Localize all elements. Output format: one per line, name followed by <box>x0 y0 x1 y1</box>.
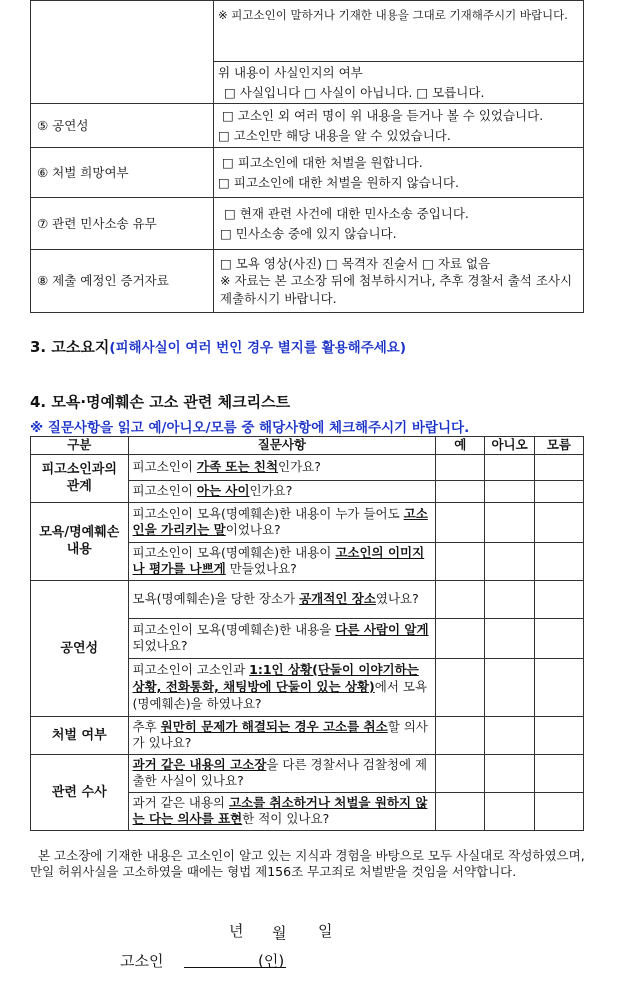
answer-unknown-checkbox[interactable] <box>534 542 583 580</box>
declaration-text: 본 고소장에 기재한 내용은 고소인이 알고 있는 지식과 경험을 바탕으로 모두 사실대로 작성하였으며, 만일 허위사실을 고소하였을 때에는 형법 제156조 무고죄로 처벌받을 것임을 서약합니다. <box>30 848 585 880</box>
form-row-label: ⑤ 공연성 <box>31 104 214 148</box>
question-cell: 피고소인이 고소인과 1:1인 상황(단둘이 이야기하는 상황, 전화통화, 채팅방에 단둘이 있는 상황)에서 모욕(명예훼손)을 하였나요? <box>128 658 436 716</box>
answer-unknown-checkbox[interactable] <box>534 454 583 480</box>
answer-yes-checkbox[interactable] <box>436 580 485 618</box>
answer-no-checkbox[interactable] <box>485 454 534 480</box>
header-category: 구분 <box>31 437 129 455</box>
answer-unknown-checkbox[interactable] <box>534 618 583 658</box>
complainant-label: 고소인 <box>120 952 164 970</box>
form-row-label: ⑧ 제출 예정인 증거자료 <box>31 250 214 313</box>
answer-unknown-checkbox[interactable] <box>534 792 583 830</box>
seal-mark: (인) <box>258 952 285 970</box>
answer-no-checkbox[interactable] <box>485 754 534 792</box>
question-cell: 피고소인이 아는 사이인가요? <box>128 480 436 502</box>
evidence-options[interactable]: □ 모욕 영상(사진) □ 목격자 진술서 □ 자료 없음 <box>220 255 491 271</box>
civil-option-no[interactable]: □ 민사소송 중에 있지 않습니다. <box>220 225 397 241</box>
form-row-publicity <box>31 104 584 148</box>
section4-title: 4. 모욕·명예훼손 고소 관련 체크리스트 <box>30 393 291 411</box>
checklist-row <box>31 580 584 618</box>
header-yes: 예 <box>436 437 485 455</box>
question-cell: 모욕(명예훼손)을 당한 장소가 공개적인 장소였나요? <box>128 580 436 618</box>
answer-unknown-checkbox[interactable] <box>534 658 583 716</box>
question-cell: 과거 같은 내용의 고소장을 다른 경찰서나 검찰청에 제출한 사실이 있나요? <box>128 754 436 792</box>
section3-heading <box>30 336 406 357</box>
answer-yes-checkbox[interactable] <box>436 792 485 830</box>
publicity-option-only[interactable]: □ 고소인만 해당 내용을 알 수 있었습니다. <box>218 127 451 143</box>
sign-year: 년 <box>229 922 244 940</box>
checklist-row <box>31 502 584 542</box>
answer-yes-checkbox[interactable] <box>436 542 485 580</box>
category-publicity: 공연성 <box>31 580 129 716</box>
answer-unknown-checkbox[interactable] <box>534 716 583 754</box>
checklist-row <box>31 754 584 792</box>
answer-no-checkbox[interactable] <box>485 480 534 502</box>
category-investigation: 관련 수사 <box>31 754 129 830</box>
section4-note: ※ 질문사항을 읽고 예/아니오/모름 중 해당사항에 체크해주시기 바랍니다. <box>30 420 470 436</box>
answer-yes-checkbox[interactable] <box>436 618 485 658</box>
answer-yes-checkbox[interactable] <box>436 454 485 480</box>
header-question: 질문사항 <box>128 437 436 455</box>
answer-yes-checkbox[interactable] <box>436 502 485 542</box>
punish-option-no[interactable]: □ 피고소인에 대한 처벌을 원하지 않습니다. <box>218 174 459 190</box>
form-row-evidence <box>31 250 584 313</box>
form-row-label: ⑥ 처벌 희망여부 <box>31 148 214 198</box>
sign-month: 월 <box>272 924 287 942</box>
answer-no-checkbox[interactable] <box>485 658 534 716</box>
answer-no-checkbox[interactable] <box>485 716 534 754</box>
fact-truth-cell <box>214 62 584 104</box>
fact-label-cell <box>31 1 214 104</box>
answer-unknown-checkbox[interactable] <box>534 580 583 618</box>
question-cell: 피고소인이 가족 또는 친척인가요? <box>128 454 436 480</box>
category-punish: 처벌 여부 <box>31 716 129 754</box>
form-row-punish <box>31 148 584 198</box>
answer-no-checkbox[interactable] <box>485 792 534 830</box>
question-cell: 피고소인이 모욕(명예훼손)한 내용이 누가 들어도 고소인을 가리키는 말이었나요? <box>128 502 436 542</box>
punish-option-yes[interactable]: □ 피고소인에 대한 처벌을 원합니다. <box>222 155 423 171</box>
header-no: 아니오 <box>485 437 534 455</box>
answer-unknown-checkbox[interactable] <box>534 480 583 502</box>
question-cell: 추후 원만히 문제가 해결되는 경우 고소를 취소할 의사가 있나요? <box>128 716 436 754</box>
answer-no-checkbox[interactable] <box>485 502 534 542</box>
answer-yes-checkbox[interactable] <box>436 754 485 792</box>
section3-note: (피해사실이 여러 번인 경우 별지를 활용해주세요) <box>109 340 406 356</box>
category-relation: 피고소인과의 관계 <box>31 454 129 502</box>
answer-no-checkbox[interactable] <box>485 618 534 658</box>
section3-title: 3. 고소요지 <box>30 338 110 356</box>
fact-truth-question: 위 내용이 사실인지의 여부 <box>218 65 363 81</box>
checklist-header-row <box>31 437 584 455</box>
answer-unknown-checkbox[interactable] <box>534 502 583 542</box>
question-cell: 과거 같은 내용의 고소를 취소하거나 처벌을 원하지 않는 다는 의사를 표현한 적이 있나요? <box>128 792 436 830</box>
answer-no-checkbox[interactable] <box>485 542 534 580</box>
fact-truth-options[interactable]: □ 사실입니다 □ 사실이 아닙니다. □ 모릅니다. <box>224 84 485 100</box>
form-row-civil-suit <box>31 198 584 250</box>
answer-no-checkbox[interactable] <box>485 580 534 618</box>
question-cell: 피고소인이 모욕(명예훼손)한 내용을 다른 사람이 알게 되었나요? <box>128 618 436 658</box>
answer-yes-checkbox[interactable] <box>436 716 485 754</box>
civil-option-yes[interactable]: □ 현재 관련 사건에 대한 민사소송 중입니다. <box>224 206 469 222</box>
sign-day: 일 <box>318 922 333 940</box>
answer-yes-checkbox[interactable] <box>436 658 485 716</box>
answer-unknown-checkbox[interactable] <box>534 754 583 792</box>
category-content: 모욕/명예훼손 내용 <box>31 502 129 580</box>
checklist-table <box>30 436 584 831</box>
complaint-form-table <box>30 0 584 313</box>
checklist-row <box>31 454 584 480</box>
fact-note-cell <box>214 1 584 62</box>
question-cell: 피고소인이 모욕(명예훼손)한 내용이 고소인의 이미지나 평가를 나쁘게 만들었나요? <box>128 542 436 580</box>
header-unknown: 모름 <box>534 437 583 455</box>
answer-yes-checkbox[interactable] <box>436 480 485 502</box>
publicity-option-many[interactable]: □ 고소인 외 여러 명이 위 내용을 듣거나 볼 수 있었습니다. <box>222 108 544 124</box>
checklist-row <box>31 716 584 754</box>
evidence-note: ※ 자료는 본 고소장 뒤에 첨부하시거나, 추후 경찰서 출석 조사시 제출하시기 바랍니다. <box>220 273 573 306</box>
fact-note: ※ 피고소인이 말하거나 기재한 내용을 그대로 기재해주시기 바랍니다. <box>218 8 568 22</box>
form-row-label: ⑦ 관련 민사소송 유무 <box>31 198 214 250</box>
